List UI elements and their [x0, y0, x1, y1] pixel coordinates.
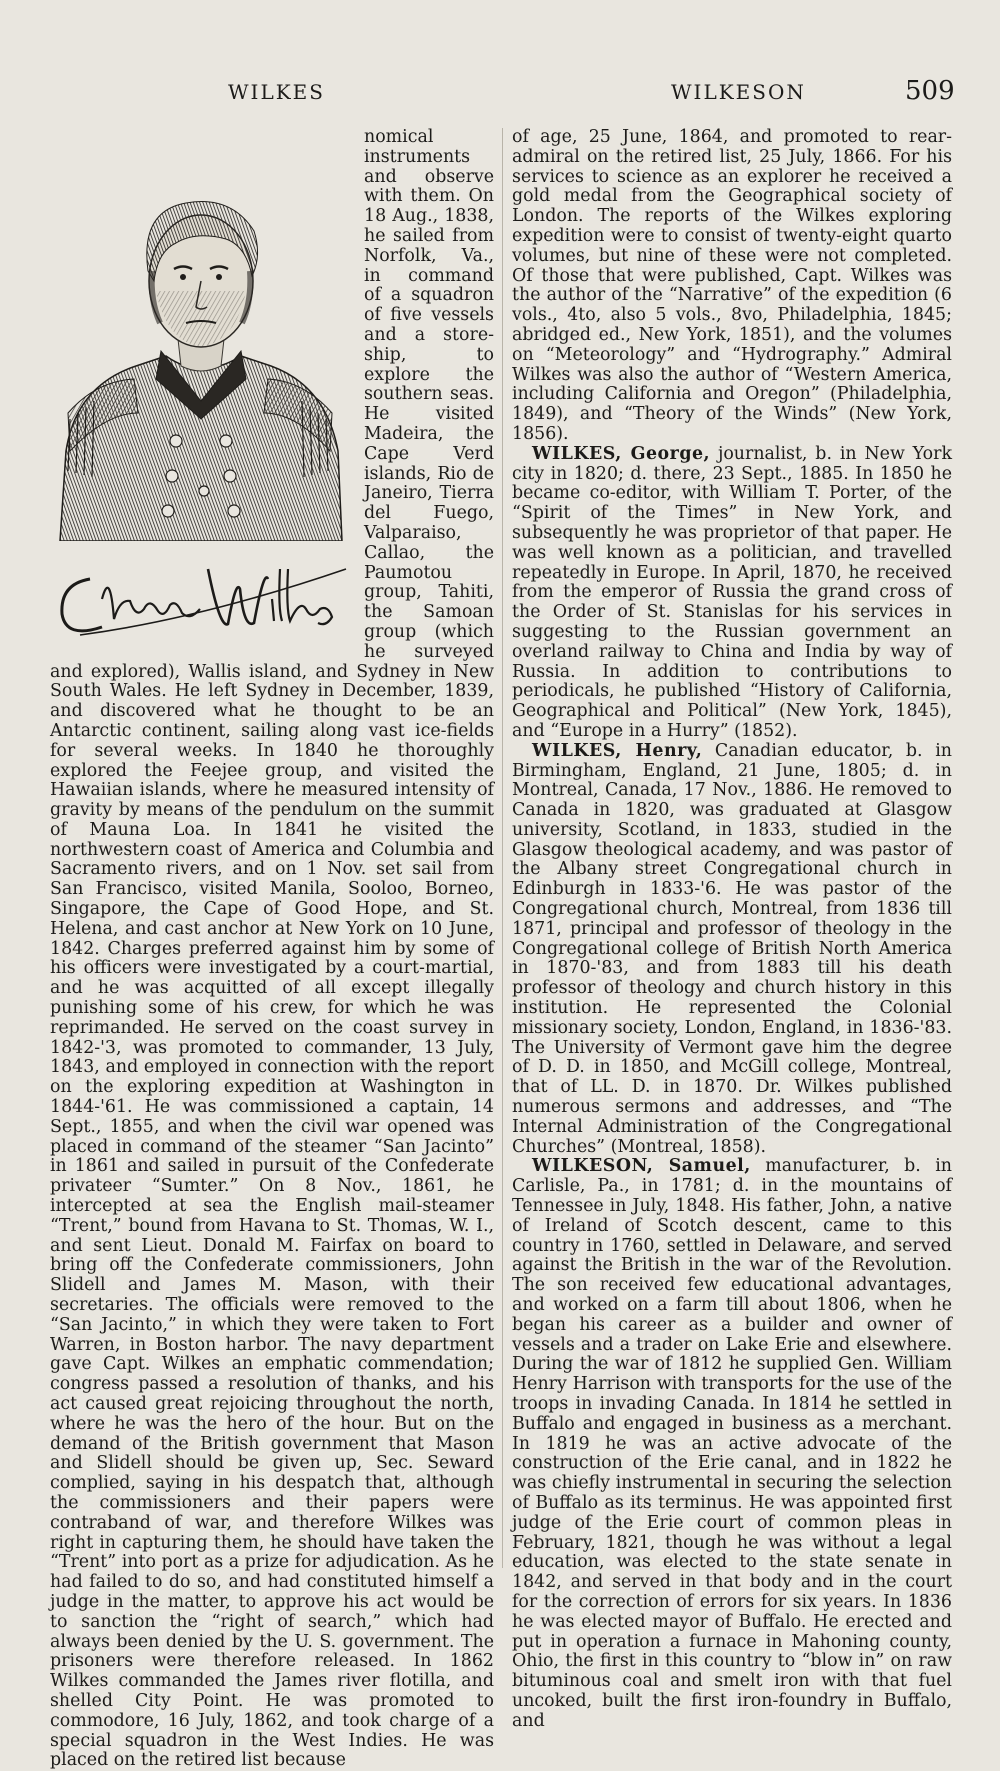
entry-text: manufacturer, b. in Carlisle, Pa., in 1781; d. in the mountains of Tennessee in July, 1848. His father, John, a native of Ireland of Scotch descent, came to this country in 1760, settled in Delaware, and served against the British in the war of the Revolution. The son received few educational advantages, and worked on a farm till about 1806, when he began his career as a builder and owner of vessels and a trader on Lake Erie and elsewhere. During the war of 1812 he supplied Gen. William Henry Harrison with transports for the use of the troops in invading Canada. In 1814 he settled in Buffalo and engaged in business as a merchant. In 1819 he was an active advocate of the construction of the Erie canal, and in 1822 he was chiefly instrumental in securing the selection of Buffalo as its terminus. He was appointed first judge of the Erie court of common pleas in February, 1821, though he was without a legal education, was elected to the state senate in 1842, and served in that body and in the court for the correction of errors for six years. In 1836 he was elected mayor of Buffalo. He erected and put in operation a furnace in Mahoning county, Ohio, the first in this country to “blow in” on raw bituminous coal and smelt iron with that fuel uncoked, built the first iron-foundry in Buffalo, and: [512, 1156, 952, 1731]
entry-henry-wilkes: [512, 742, 952, 1158]
header-right-word: WILKESON: [671, 80, 806, 104]
column-divider: [502, 128, 503, 1568]
running-header: [0, 72, 1000, 108]
signature-image: [50, 539, 354, 649]
portrait-figure: [50, 131, 354, 649]
wilkes-charles-continued: of age, 25 June, 1864, and promoted to rear-admiral on the retired list, 25 July, 1866. For his services to science as an explorer he received a gold medal from the Geographical society of London. The reports of the Wilkes exploring expedition were to consist of twenty-eight quarto volumes, but nine of these were not completed. Of those that were published, Capt. Wilkes was the author of the “Narrative” of the expedition (6 vols., 4to, also 5 vols., 8vo, Philadelphia, 1845; abridged ed., New York, 1851), and the volumes on “Meteorology” and “Hydrography.” Admiral Wilkes was also the author of “Western America, including California and Oregon” (Philadelphia, 1849), and “Theory of the Winds” (New York, 1856).: [512, 127, 952, 444]
entry-heading: WILKES, George,: [532, 443, 711, 464]
header-left-word: WILKES: [228, 80, 325, 104]
entry-text: Canadian educator, b. in Birmingham, England, 21 June, 1805; d. in Montreal, Canada, 17 Nov., 1886. He removed to Canada in 1820, was graduated at Glasgow university, Scotland, in 1833, studied in the Glasgow theological academy, and was pastor of the Albany street Congregational church in Edinburgh in 1833-'6. He was pastor of the Congregational church, Montreal, from 1836 till 1871, principal and professor of theology in the Congregational college of British North America in 1870-'83, and from 1883 till his death professor of theology and church history in this institution. He represented the Colonial missionary society, London, England, in 1836-'83. The University of Vermont gave him the degree of D. D. in 1850, and McGill college, Montreal, that of LL. D. in 1870. Dr. Wilkes published numerous sermons and addresses, and “The Internal Administration of the Congregational Churches” (Montreal, 1858).: [512, 740, 953, 1157]
page-number: 509: [905, 76, 955, 106]
entry-text: journalist, b. in New York city in 1820; d. there, 23 Sept., 1885. In 1850 he became co-editor, with William T. Porter, of the “Spirit of the Times” in New York, and subsequently he was proprietor of that paper. He was well known as a politician, and travelled repeatedly in Europe. In April, 1870, he received from the emperor of Russia the grand cross of the Order of St. Stanislas for his services in suggesting to the Russian government an overland railway to China and India by way of Russia. In addition to contributions to periodicals, he published “History of California, Geographical and Political” (New York, 1845), and “Europe in a Hurry” (1852).: [512, 443, 952, 741]
wilkes-charles-text: nomical instruments and observe with them. On 18 Aug., 1838, he sailed from Norfolk, Va., in command of a squadron of five vessels and a store-ship, to explore the southern seas. He visited Madeira, the Cape Verd islands, Rio de Janeiro, Tierra del Fuego, Valparaiso, Callao, the Paumotou group, Tahiti, the Samoan group (which he surveyed and explored), Wallis island, and Sydney in New South Wales. He left Sydney in December, 1839, and discovered what he thought to be an Antarctic continent, sailing along vast ice-fields for several weeks. In 1840 he thoroughly explored the Feejee group, and visited the Hawaiian islands, where he measured intensity of gravity by means of the pendulum on the summit of Mauna Loa. In 1841 he visited the northwestern coast of America and Columbia and Sacramento rivers, and on 1 Nov. set sail from San Francisco, visited Manila, Sooloo, Borneo, Singapore, the Cape of Good Hope, and St. Helena, and cast anchor at New York on 10 June, 1842. Charges preferred against him by some of his officers were investigated by a court-martial, and he was acquitted of all except illegally punishing some of his crew, for which he was reprimanded. He served on the coast survey in 1842-'3, was promoted to commander, 13 July, 1843, and employed in connection with the report on the exploring expedition at Washington in 1844-'61. He was commissioned a captain, 14 Sept., 1855, and when the civil war opened was placed in command of the steamer “San Jacinto” in 1861 and sailed in pursuit of the Confederate privateer “Sumter.” On 8 Nov., 1861, he intercepted at sea the English mail-steamer “Trent,” bound from Havana to St. Thomas, W. I., and sent Lieut. Donald M. Fairfax on board to bring off the Confederate commissioners, John Slidell and James M. Mason, with their secretaries. The officials were removed to the “San Jacinto,” in which they were taken to Fort Warren, in Boston harbor. The navy department gave Capt. Wilkes an emphatic commendation; congress passed a resolution of thanks, and his act caused great rejoicing throughout the north, where he was the hero of the hour. But on the demand of the British government that Mason and Slidell should be given up, Sec. Seward complied, saying in his despatch that, although the commissioners and their papers were contraband of war, and therefore Wilkes was right in capturing them, he should have taken the “Trent” into port as a prize for adjudication. As he had failed to do so, and had constituted himself a judge in the matter, to approve his act would be to sanction the “right of search,” which had always been denied by the U. S. government. The prisoners were therefore released. In 1862 Wilkes commanded the James river flotilla, and shelled City Point. He was promoted to commodore, 16 July, 1862, and took charge of a special squadron in the West Indies. He was placed on the retired list because: [50, 127, 495, 1771]
entry-samuel-wilkeson: [512, 1157, 952, 1731]
entry-george-wilkes: [512, 445, 952, 742]
right-column: [512, 127, 953, 1731]
left-column: [50, 127, 495, 1771]
portrait-engraving: [56, 151, 344, 541]
entry-heading: WILKESON, Samuel,: [532, 1156, 751, 1177]
entry-heading: WILKES, Henry,: [532, 740, 703, 761]
